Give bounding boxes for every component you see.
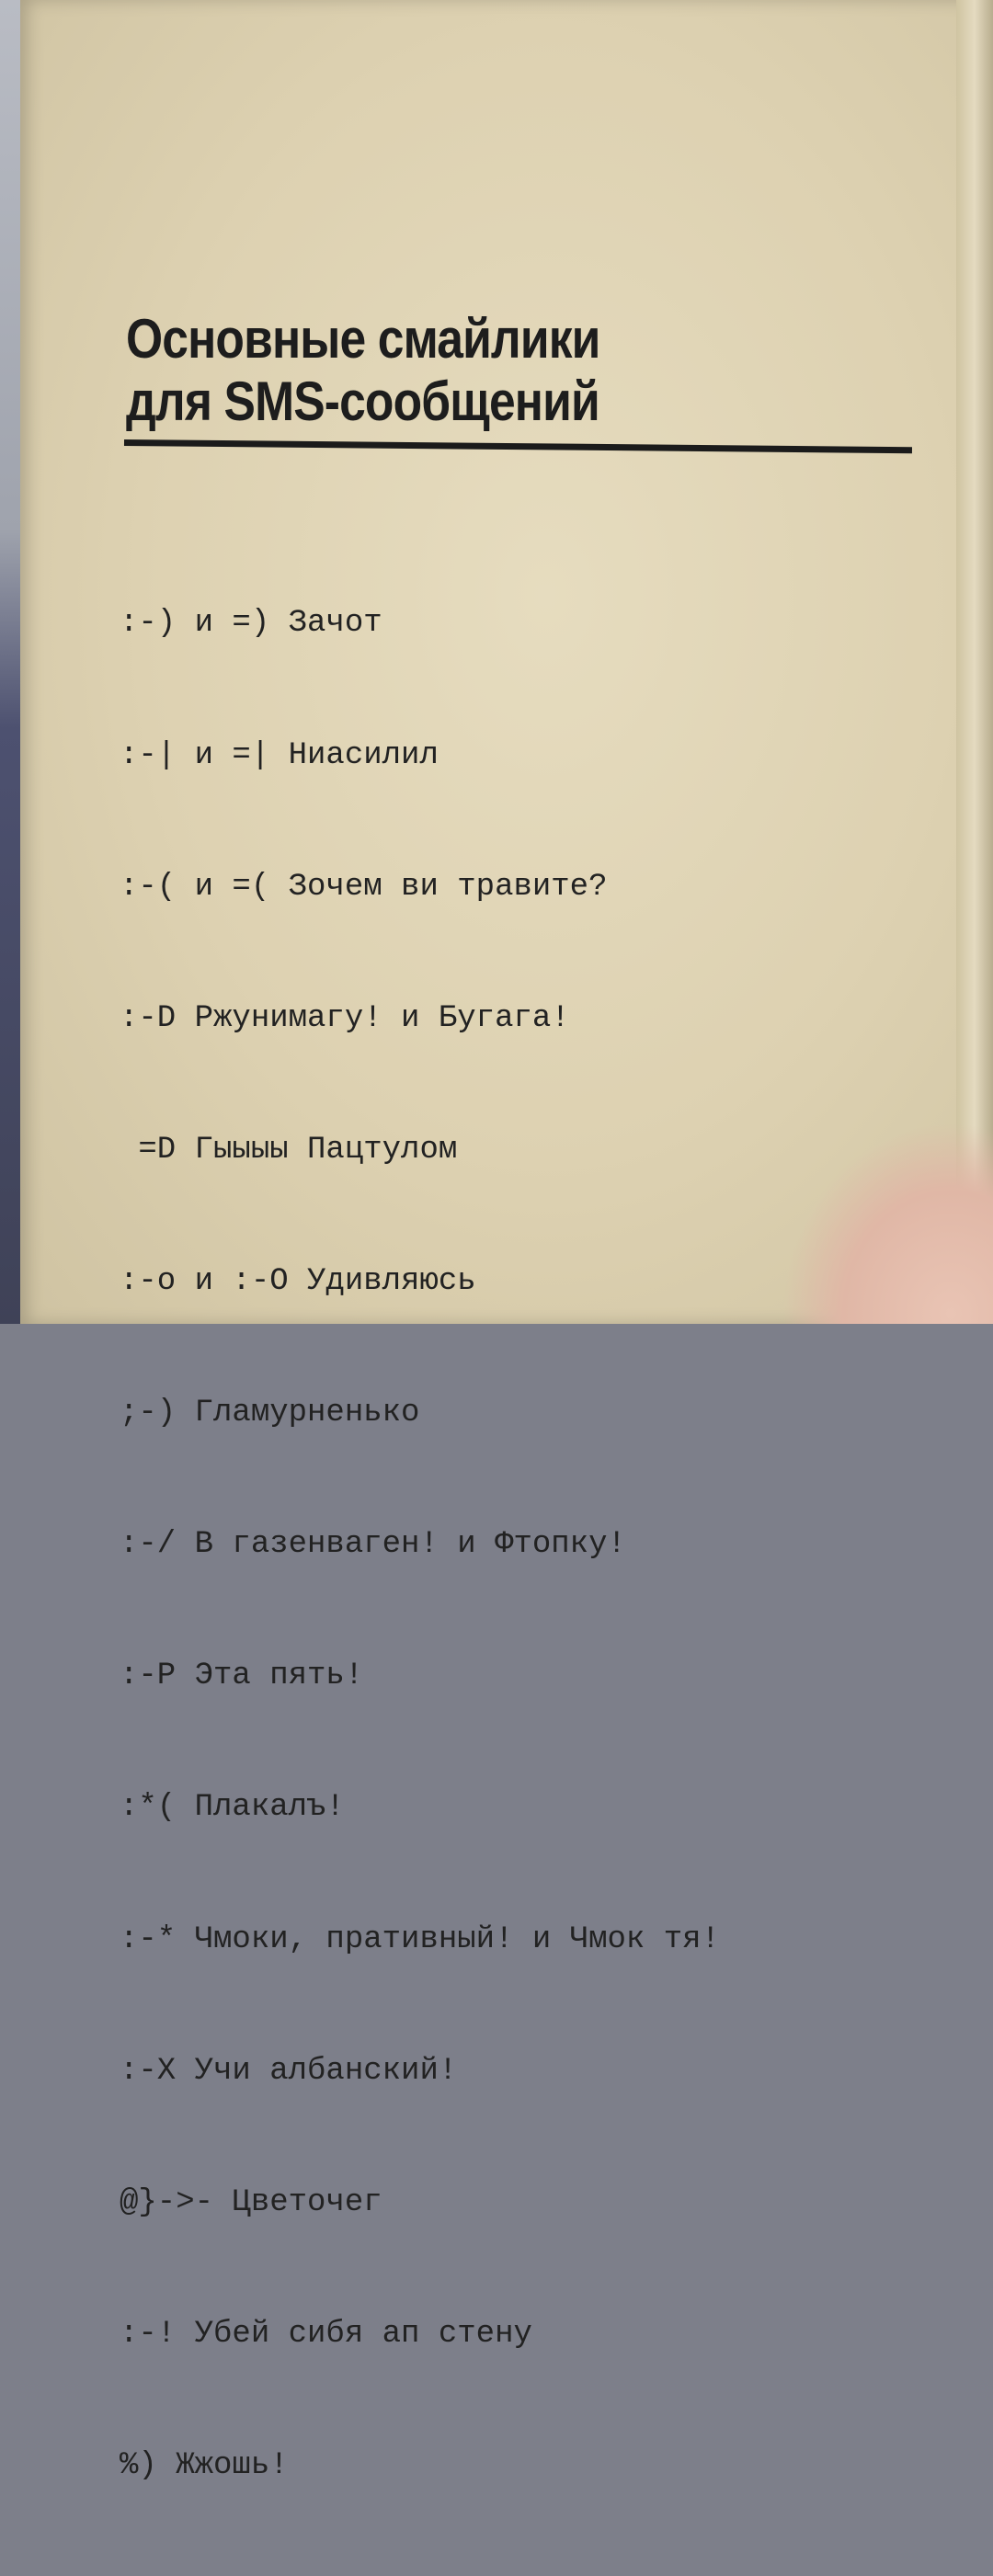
smiley-entry: :*( Плакалъ!: [120, 1790, 345, 1826]
smiley-entry: :-) и =) Зачот: [120, 606, 382, 642]
page-title: [126, 308, 727, 433]
smiley-entry: ;-) Гламурненько: [120, 1396, 420, 1431]
smiley-entry: @}->- Цветочег: [120, 2184, 382, 2220]
smiley-entry: :-* Чмоки, пративный! и Чмок тя!: [120, 1921, 720, 1957]
smiley-entry: %) Жжошь!: [120, 2447, 289, 2483]
smiley-entry: :-o и :-O Удивляюсь: [120, 1263, 476, 1299]
smiley-entry: :-/ В газенваген! и Фтопку!: [120, 1527, 626, 1563]
smiley-entry: :-! Убей сибя ап стену: [120, 2316, 532, 2352]
title-line-1: Основные смайлики: [126, 308, 600, 370]
smiley-list: [120, 515, 720, 2576]
title-underline: [124, 439, 912, 453]
smiley-entry: :-D Ржунимагу! и Бугага!: [120, 1000, 570, 1036]
thumb: [782, 1122, 993, 1324]
smiley-entry: :-X Учи албанский!: [120, 2053, 458, 2089]
smiley-entry: :-P Эта пять!: [120, 1658, 364, 1694]
smiley-entry: =D Гыыыы Пацтулом: [120, 1132, 458, 1168]
smiley-entry: :-| и =| Ниасилил: [120, 737, 439, 773]
smiley-entry: :-( и =( Зочем ви травите?: [120, 869, 608, 905]
title-line-2: для SMS-сообщений: [126, 370, 599, 432]
